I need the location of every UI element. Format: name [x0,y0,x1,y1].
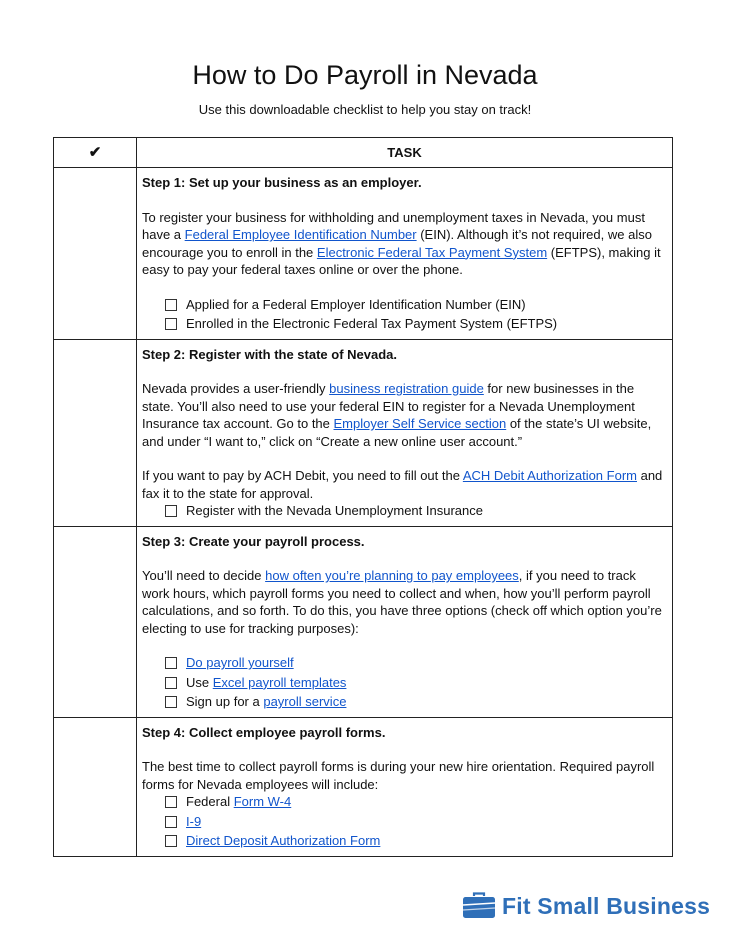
checkmark-icon: ✔ [88,143,102,161]
checkbox[interactable] [165,505,177,517]
employer-self-service-link[interactable]: Employer Self Service section [333,416,507,431]
step-title: Step 1: Set up your business as an employer. [142,175,422,190]
step-description: Nevada provides a user-friendly business registration guide for new businesses in the state. You’ll also need to use your federal EIN to register for a Nevada Unemployment Insurance tax account. Go to the Employer Self Service section of the state’s UI website, and under “I want to,” click on “Create a new online user account.” [142,381,652,449]
brand-name: Fit Small Business [502,892,711,919]
pay-frequency-link[interactable]: how often you’re planning to pay employees [265,568,519,583]
do-payroll-yourself-link[interactable]: Do payroll yourself [186,655,294,671]
checklist-table [53,137,673,857]
step-description: The best time to collect payroll forms is during your new hire orientation. Required payroll forms for Nevada employees will include: [142,759,655,792]
step-row [54,717,673,856]
checklist-item[interactable] [165,654,664,672]
step-description: If you want to pay by ACH Debit, you need to fill out the ACH Debit Authorization Form and fax it to the state for approval. [142,468,663,501]
business-registration-guide-link[interactable]: business registration guide [329,381,484,396]
step-title: Step 3: Create your payroll process. [142,533,365,549]
checklist-item[interactable]: Use Excel payroll templates [165,674,664,692]
checklist-item[interactable] [165,832,664,850]
step-description: You’ll need to decide how often you’re planning to pay employees, if you need to track work hours, which payroll forms you need to collect and when, how you’ll perform payroll calculations, and so forth. To do this, you have three options (check off which option you’re electing to use for tracking purposes): [142,568,662,636]
checklist-item[interactable]: Federal Form W-4 [165,793,664,811]
check-cell [54,168,137,340]
step-description: To register your business for withholding and unemployment taxes in Nevada, you must have a Federal Employee Identification Number (EIN). Although it’s not required, we also encourage you to enroll in the Electronic Federal Tax Payment System (EFTPS), making it easy to pay your federal taxes online or over the phone. [142,209,661,277]
header-row [54,138,673,168]
task-cell [137,717,673,856]
checklist-item[interactable]: Enrolled in the Electronic Federal Tax Payment System (EFTPS) [165,315,664,333]
eftps-link[interactable]: Electronic Federal Tax Payment System [316,244,548,260]
checkbox[interactable] [165,816,177,828]
checklist-item[interactable] [165,813,664,831]
checklist-item[interactable]: Register with the Nevada Unemployment Insurance [165,502,664,520]
check-cell [54,526,137,717]
direct-deposit-form-link[interactable]: Direct Deposit Authorization Form [186,833,381,849]
checkbox[interactable] [165,318,177,330]
step-row [54,526,673,717]
task-cell [137,168,673,340]
check-column-header [54,138,137,168]
briefcase-icon [462,892,496,920]
check-cell [54,717,137,856]
checkbox[interactable] [165,677,177,689]
i9-link[interactable]: I-9 [186,813,202,829]
task-column-header: TASK [137,138,673,168]
ach-debit-form-link[interactable]: ACH Debit Authorization Form [462,468,637,483]
checkbox[interactable] [165,657,177,669]
checklist-items [142,793,664,850]
checkbox[interactable] [165,796,177,808]
step-title: Step 4: Collect employee payroll forms. [142,724,386,740]
form-w4-link[interactable]: Form W-4 [233,794,292,810]
checkbox[interactable] [165,299,177,311]
task-cell [137,526,673,717]
page-title: How to Do Payroll in Nevada [192,60,538,90]
checklist-items [142,502,664,520]
checkbox[interactable] [165,696,177,708]
checklist-items [142,296,664,334]
step-row [54,339,673,526]
excel-templates-link[interactable]: Excel payroll templates [212,674,347,690]
ein-link[interactable]: Federal Employee Identification Number [184,227,417,242]
checkbox[interactable] [165,835,177,847]
step-row [54,168,673,340]
step-title: Step 2: Register with the state of Nevada. [142,346,398,362]
page-subtitle: Use this downloadable checklist to help you stay on track! [198,102,532,117]
brand-logo [462,892,710,920]
task-cell [137,339,673,526]
checklist-item[interactable]: Applied for a Federal Employer Identification Number (EIN) [165,296,664,314]
payroll-service-link[interactable]: payroll service [263,694,347,710]
checklist-item[interactable]: Sign up for a payroll service [165,693,664,711]
checklist-items [142,654,664,711]
check-cell [54,339,137,526]
